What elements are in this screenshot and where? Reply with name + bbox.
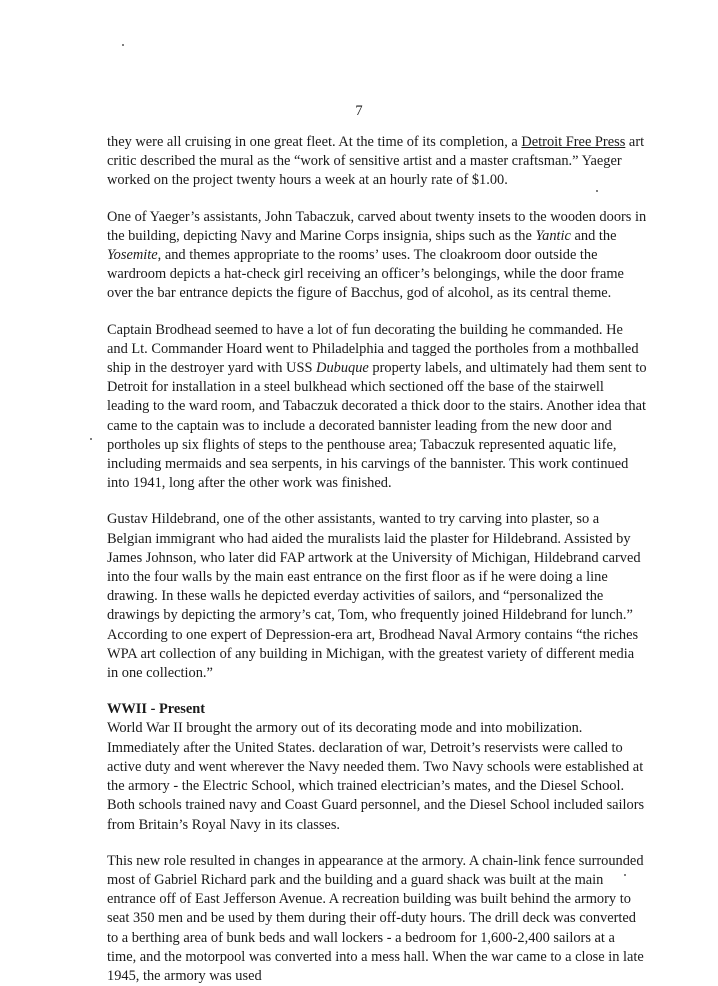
paragraph-5: World War II brought the armory out of its decorating mode and into mobilization. Immediately after the United States. declaration of war, Detroit’s reservists were called to active duty and went wherever the Navy needed them. Two Navy schools were established at the armory - the Electric School, which trained electrician’s mates, and the Diesel School. Both schools trained navy and Coast Guard personnel, and the Diesel School included sailors from Britain’s Royal Navy in its classes. — [107, 720, 645, 833]
scan-speck — [596, 190, 598, 192]
scan-speck — [624, 874, 626, 876]
p2-text-c: and the — [570, 227, 617, 244]
p2-text-a: One of Yaeger’s assistants, John Tabaczuk, carved about twenty insets to the wooden doors in the building, depicting Navy and Marine Corps insignia, ships such as the — [107, 208, 647, 244]
section-heading: WWII - Present — [107, 701, 206, 718]
scan-speck — [122, 44, 124, 46]
body-text — [107, 133, 647, 986]
paragraph-6: This new role resulted in changes in appearance at the armory. A chain-link fence surrounded most of Gabriel Richard park and the building and a guard shack was built at the main entrance off of East Jefferson Avenue. A recreation building was built behind the armory to seat 350 men and be used by them during their off-duty hours. The drill deck was converted to a berthing area of bunk beds and wall lockers - a bedroom for 1,600-2,400 sailors at a time, and the motorpool was converted into a mess hall. When the war came to a close in late 1945, the armory was used — [107, 852, 644, 984]
ship-name-yosemite: Yosemite — [107, 247, 158, 264]
p1-text-a: they were all cruising in one great fleet. At the time of its completion, a — [107, 134, 522, 150]
ship-name-dubuque: Dubuque — [316, 360, 369, 377]
newspaper-title: Detroit Free Press — [521, 134, 626, 150]
ship-name-yantic: Yantic — [535, 227, 571, 244]
paragraph-1 — [107, 133, 647, 191]
paragraph-2 — [107, 208, 647, 304]
p1-text-c: art critic described the mural as the “work of sensitive artist and a master craftsman.” Yaeger worked on the project twenty hours a week at an hourly rate of $1.00. — [107, 134, 645, 189]
paragraph-3 — [107, 321, 647, 494]
scan-speck — [90, 438, 92, 440]
paragraph-4: Gustav Hildebrand, one of the other assistants, wanted to try carving into plaster, so a Belgian immigrant who had aided the muralists laid the plaster for Hildebrand. Assisted by James Johnson, who later did FAP artwork at the University of Michigan, Hildebrand carved into the four walls by the main east entrance on the first floor as if he were doing a line drawing. In these walls he depicted everday activities of sailors, and “personalized the drawings by depicting the armory’s cat, Tom, who frequently joined Hildebrand for lunch.” According to one expert of Depression-era art, Brodhead Naval Armory contains “the riches WPA art collection of any building in Michigan, with the greatest variety of different media in one collection.” — [107, 511, 641, 682]
p3-text-a: Captain Brodhead seemed to have a lot of fun decorating the building he commanded. He and Lt. Commander Hoard went to Philadelphia and tagged the portholes from a mothballed ship in the destroyer yard with USS — [107, 321, 639, 377]
p2-text-e: , and themes appropriate to the rooms’ uses. The cloakroom door outside the wardroom depicts a hat-check girl receiving an officer’s belongings, while the door frame over the bar entrance depicts the figure of Bacchus, god of alcohol, as its central theme. — [107, 247, 624, 302]
p3-text-c: property labels, and ultimately had them sent to Detroit for installation in a steel bulkhead which sectioned off the base of the stairwell leading to the ward room, and Tabaczuk decorated a thick door to the stairs. Another idea that came to the captain was to include a decorated bannister leading from the new door and portholes up six flights of steps to the penthouse area; Tabaczuk represented aquatic life, including mermaids and sea serpents, in his carvings of the bannister. This work continued into 1941, long after the other work was finished. — [107, 360, 647, 492]
page-number: 7 — [355, 103, 363, 119]
